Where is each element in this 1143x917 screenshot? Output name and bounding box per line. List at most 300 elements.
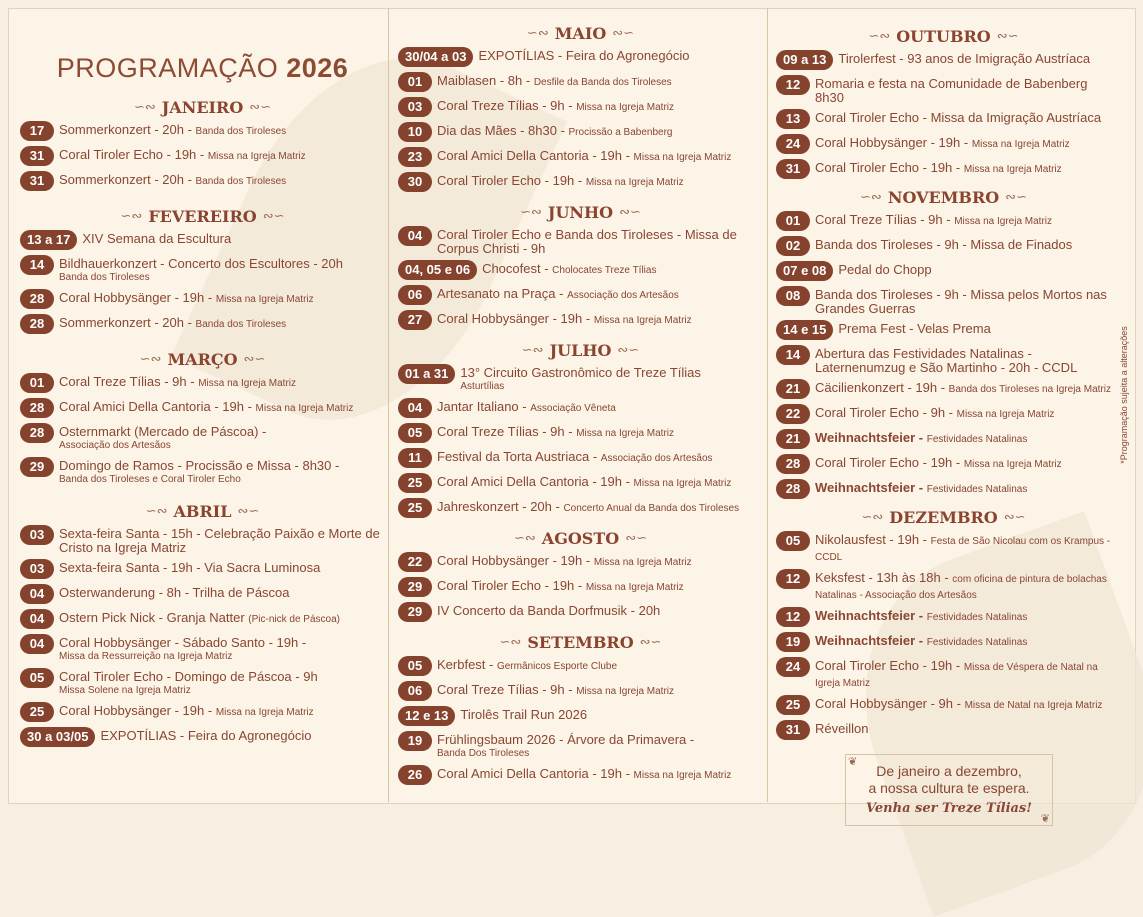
date-badge: 03 [20, 559, 54, 579]
date-badge: 23 [398, 147, 432, 167]
event-title: Osterwanderung - 8h - Trilha de Páscoa [59, 585, 290, 600]
swirl-right-icon: ∾∽ [639, 634, 662, 650]
event-item [776, 49, 1111, 71]
event-title: XIV Semana da Escultura [82, 231, 232, 246]
event-detail: Missa de Natal na Igreja Matriz [964, 700, 1103, 711]
event-text [437, 576, 684, 595]
date-badge: 12 [776, 569, 810, 589]
event-item [20, 288, 385, 310]
event-text [815, 344, 1111, 375]
month-header [398, 339, 763, 361]
event-title: Coral Hobbysänger - 19h - [437, 553, 594, 568]
event-item [398, 397, 763, 419]
event-text [59, 288, 314, 307]
event-detail: Missa da Ressurreição na Igreja Matriz [59, 651, 233, 662]
event-title: Ostern Pick Nick - Granja Natter [59, 610, 249, 625]
event-text [59, 524, 385, 555]
event-item [776, 428, 1111, 450]
event-text [815, 158, 1062, 177]
event-item [776, 694, 1111, 716]
event-title: Coral Amici Della Cantoria - 19h - [59, 399, 256, 414]
date-badge: 31 [776, 720, 810, 740]
event-text [59, 608, 340, 627]
event-detail: Banda dos Tiroleses na Igreja Matriz [948, 384, 1111, 395]
date-badge: 25 [398, 498, 432, 518]
date-badge: 28 [776, 454, 810, 474]
month-name: MAIO [554, 23, 607, 43]
event-item [398, 730, 763, 761]
event-item [776, 568, 1111, 603]
event-detail: Missa na Igreja Matriz [593, 557, 692, 568]
event-title: Weihnachtsfeier - [815, 633, 927, 648]
date-badge: 03 [398, 97, 432, 117]
event-detail: Germânicos Esporte Clube [496, 661, 618, 672]
event-title: EXPOTÍLIAS - Feira do Agronegócio [478, 48, 690, 63]
event-text [815, 719, 868, 736]
event-detail: Missa na Igreja Matriz [576, 686, 675, 697]
event-detail: Banda dos Tiroleses [195, 176, 287, 187]
date-badge: 08 [776, 286, 810, 306]
month-header [398, 22, 763, 44]
closing-line-1: De janeiro a dezembro, [876, 763, 1022, 779]
event-title: Festival da Torta Austriaca - [437, 449, 601, 464]
date-badge: 07 e 08 [776, 261, 833, 281]
event-title: Banda dos Tiroleses - 9h - Missa pelos Mortos nas Grandes Guerras [815, 287, 1107, 316]
date-badge: 01 a 31 [398, 364, 455, 384]
event-title: Coral Hobbysänger - 19h - [815, 135, 972, 150]
date-badge: 25 [398, 473, 432, 493]
event-title: Coral Tiroler Echo - 19h - [815, 160, 964, 175]
event-text [815, 568, 1111, 603]
month-setembro [398, 631, 763, 789]
month-maio [398, 22, 763, 196]
event-item [398, 259, 763, 281]
event-title: Sommerkonzert - 20h - [59, 315, 196, 330]
event-title: Coral Treze Tílias - 9h - [437, 424, 577, 439]
month-dezembro [776, 506, 1111, 744]
event-title: Coral Amici Della Cantoria - 19h - [437, 474, 634, 489]
swirl-right-icon: ∾∽ [996, 28, 1019, 44]
event-detail: Missa na Igreja Matriz [971, 139, 1070, 150]
event-title: 13° Circuito Gastronômico de Treze Tílias [460, 365, 701, 380]
event-item [398, 225, 763, 256]
event-item [398, 705, 763, 727]
date-badge: 25 [776, 695, 810, 715]
event-title: Coral Hobbysänger - 19h - [437, 311, 594, 326]
event-item [398, 680, 763, 702]
event-text [437, 171, 684, 190]
event-text [59, 397, 353, 416]
closing-box [845, 754, 1053, 826]
date-badge: 04, 05 e 06 [398, 260, 477, 280]
event-title: Pedal do Chopp [838, 262, 932, 277]
event-title: Coral Treze Tílias - 9h - [59, 374, 199, 389]
month-janeiro [20, 96, 385, 195]
date-badge: 21 [776, 429, 810, 449]
event-item [398, 309, 763, 331]
event-item [20, 120, 385, 142]
event-item [398, 576, 763, 598]
date-badge: 28 [20, 314, 54, 334]
event-title: Coral Hobbysänger - Sábado Santo - 19h - [59, 635, 307, 650]
date-badge: 04 [20, 609, 54, 629]
event-detail: Missa Solene na Igreja Matriz [59, 685, 191, 696]
date-badge: 29 [398, 577, 432, 597]
date-badge: 24 [776, 134, 810, 154]
date-badge: 12 [776, 607, 810, 627]
event-item [776, 108, 1111, 130]
month-name: JANEIRO [161, 97, 244, 117]
event-text [815, 631, 1027, 650]
event-title: Prema Fest - Velas Prema [838, 321, 991, 336]
event-title: Coral Amici Della Cantoria - 19h - [437, 148, 634, 163]
month-name: MARÇO [167, 349, 238, 369]
event-detail: Missa na Igreja Matriz [207, 151, 306, 162]
event-title: Tirolerfest - 93 anos de Imigração Austríaca [838, 51, 1091, 66]
date-badge: 28 [20, 423, 54, 443]
date-badge: 04 [20, 634, 54, 654]
event-text [437, 146, 731, 165]
event-title: Coral Tiroler Echo - 19h - [437, 578, 586, 593]
event-title: Réveillon [815, 721, 869, 736]
month-header [20, 348, 385, 370]
date-badge: 22 [776, 404, 810, 424]
event-detail: Missa na Igreja Matriz [633, 770, 732, 781]
event-text [59, 583, 290, 600]
event-item [20, 170, 385, 192]
swirl-left-icon: ∽∾ [513, 530, 536, 546]
event-detail: Asturtílias [460, 381, 505, 392]
event-text [815, 285, 1111, 316]
column-2 [398, 22, 763, 789]
event-detail: Festa de São Nicolau com os Krampus - CCDL [815, 536, 1111, 563]
month-header [20, 96, 385, 118]
event-detail: Missa na Igreja Matriz [633, 478, 732, 489]
month-header [398, 201, 763, 223]
event-text [815, 478, 1027, 497]
event-text [437, 121, 672, 140]
event-text [437, 764, 731, 783]
swirl-right-icon: ∾∽ [243, 351, 266, 367]
swirl-right-icon: ∾∽ [619, 204, 641, 220]
month-fevereiro [20, 205, 385, 338]
event-title: Kerbfest - [437, 657, 497, 672]
date-badge: 17 [20, 121, 54, 141]
month-name: SETEMBRO [527, 632, 634, 652]
date-badge: 03 [20, 525, 54, 545]
event-item [776, 631, 1111, 653]
event-title: Coral Tiroler Echo - 19h - [59, 147, 208, 162]
date-badge: 13 [776, 109, 810, 129]
event-item [20, 726, 385, 748]
event-text [437, 730, 694, 761]
event-title: Coral Hobbysänger - 19h - [59, 703, 216, 718]
closing-line-2: a nossa cultura te espera. [868, 780, 1030, 796]
date-badge: 01 [398, 72, 432, 92]
event-text [437, 225, 763, 256]
event-title: Coral Treze Tílias - 9h - [437, 98, 577, 113]
event-title: Weihnachtsfeier - [815, 480, 927, 495]
event-title: Coral Treze Tílias - 9h - [437, 682, 577, 697]
event-title: Coral Tiroler Echo - Domingo de Páscoa - 9h [59, 669, 318, 684]
event-detail: Missa na Igreja Matriz [576, 428, 675, 439]
event-item [398, 96, 763, 118]
event-text [815, 74, 1111, 105]
event-item [776, 260, 1111, 282]
event-item [20, 229, 385, 251]
event-title: Jahreskonzert - 20h - [437, 499, 564, 514]
event-detail: Festividades Natalinas [926, 637, 1028, 648]
event-text [437, 551, 692, 570]
month-header [20, 500, 385, 522]
event-item [776, 453, 1111, 475]
event-title: Coral Treze Tílias - 9h - [815, 212, 955, 227]
month-agosto [398, 527, 763, 626]
date-badge: 19 [398, 731, 432, 751]
event-title: Chocofest - [482, 261, 553, 276]
date-badge: 21 [776, 379, 810, 399]
event-item [20, 372, 385, 394]
event-title: Keksfest - 13h às 18h - [815, 570, 953, 585]
event-text [437, 284, 679, 303]
date-badge: 01 [20, 373, 54, 393]
month-header [398, 631, 763, 653]
event-title: Coral Hobbysänger - 9h - [815, 696, 965, 711]
event-title: Abertura das Festividades Natalinas - Laternenumzug e São Martinho - 20h - CCDL [815, 346, 1078, 375]
month-name: DEZEMBRO [889, 507, 998, 527]
month-header [776, 25, 1111, 47]
event-item [398, 497, 763, 519]
event-text [815, 656, 1111, 691]
event-item [398, 472, 763, 494]
date-badge: 24 [776, 657, 810, 677]
date-badge: 14 e 15 [776, 320, 833, 340]
event-item [20, 633, 385, 664]
event-text [838, 49, 1090, 66]
month-name: FEVEREIRO [148, 206, 257, 226]
event-detail: Missa de Véspera de Natal na Igreja Matriz [815, 662, 1098, 689]
event-text [815, 210, 1052, 229]
event-title: Cäcilienkonzert - 19h - [815, 380, 949, 395]
month-abril [20, 500, 385, 751]
event-detail: Festividades Natalinas [926, 484, 1028, 495]
date-badge: 12 [776, 75, 810, 95]
event-detail: Banda Dos Tiroleses [437, 748, 530, 759]
event-title: Coral Tiroler Echo e Banda dos Tiroleses - Missa de Corpus Christi - 9h [437, 227, 737, 256]
event-item [20, 558, 385, 580]
date-badge: 26 [398, 765, 432, 785]
event-title: Bildhauerkonzert - Concerto dos Escultores - 20h [59, 256, 343, 271]
month-name: JUNHO [547, 202, 614, 222]
event-detail: Missa na Igreja Matriz [255, 403, 354, 414]
event-text [815, 235, 1072, 252]
event-text [838, 260, 931, 277]
date-badge: 31 [20, 146, 54, 166]
ornament-icon: ❦ [1040, 813, 1050, 825]
event-text [59, 422, 266, 453]
date-badge: 28 [776, 479, 810, 499]
event-title: Coral Tiroler Echo - 19h - [815, 455, 964, 470]
event-title: Maiblasen - 8h - [437, 73, 534, 88]
event-title: Sommerkonzert - 20h - [59, 172, 196, 187]
date-badge: 06 [398, 285, 432, 305]
event-item [776, 478, 1111, 500]
swirl-left-icon: ∽∾ [499, 634, 522, 650]
event-item [20, 422, 385, 453]
column-3 [776, 25, 1111, 826]
event-text [437, 309, 692, 328]
event-text [815, 530, 1111, 565]
event-title: Coral Tiroler Echo - 19h - [437, 173, 586, 188]
event-text [437, 422, 674, 441]
month-header [776, 186, 1111, 208]
date-badge: 06 [398, 681, 432, 701]
event-detail: Associação dos Artesãos [600, 453, 713, 464]
event-detail: Missa na Igreja Matriz [215, 294, 314, 305]
swirl-left-icon: ∽∾ [520, 204, 542, 220]
swirl-left-icon: ∽∾ [861, 509, 884, 525]
event-detail: Missa na Igreja Matriz [576, 102, 675, 113]
event-text [437, 71, 672, 90]
date-badge: 04 [398, 398, 432, 418]
event-text [59, 667, 318, 698]
event-text [59, 254, 343, 285]
date-badge: 29 [20, 457, 54, 477]
event-item [20, 254, 385, 285]
swirl-left-icon: ∽∾ [133, 99, 156, 115]
event-text [59, 120, 286, 139]
event-title: Artesanato na Praça - [437, 286, 568, 301]
event-item [20, 456, 385, 487]
event-item [398, 764, 763, 786]
event-text [437, 601, 660, 618]
event-title: Sommerkonzert - 20h - [59, 122, 196, 137]
event-detail: Missa na Igreja Matriz [633, 152, 732, 163]
side-note: *Programação sujeita a alterações [1119, 326, 1129, 464]
event-item [776, 158, 1111, 180]
date-badge: 04 [20, 584, 54, 604]
event-detail: Missa na Igreja Matriz [585, 582, 684, 593]
event-item [398, 146, 763, 168]
month-name: NOVEMBRO [887, 187, 1000, 207]
date-badge: 31 [776, 159, 810, 179]
date-badge: 02 [776, 236, 810, 256]
date-badge: 31 [20, 171, 54, 191]
date-badge: 29 [398, 602, 432, 622]
event-detail: Banda dos Tiroleses [195, 319, 287, 330]
month-name: ABRIL [173, 501, 232, 521]
event-title: EXPOTÍLIAS - Feira do Agronegócio [100, 728, 312, 743]
date-badge: 05 [20, 668, 54, 688]
month-header [20, 205, 385, 227]
event-item [398, 601, 763, 623]
swirl-left-icon: ∽∾ [526, 25, 549, 41]
event-text [815, 694, 1102, 713]
event-title: Frühlingsbaum 2026 - Árvore da Primavera - [437, 732, 695, 747]
event-text [815, 133, 1070, 152]
event-detail: Missa na Igreja Matriz [956, 409, 1055, 420]
event-item [20, 145, 385, 167]
event-text [59, 145, 306, 164]
event-detail: Missa na Igreja Matriz [198, 378, 297, 389]
event-detail: Missa na Igreja Matriz [963, 164, 1062, 175]
event-title: IV Concerto da Banda Dorfmusik - 20h [437, 603, 661, 618]
month-julho [398, 339, 763, 522]
date-badge: 04 [398, 226, 432, 246]
swirl-left-icon: ∽∾ [139, 351, 162, 367]
month-header [398, 527, 763, 549]
event-text [460, 363, 701, 394]
event-item [20, 701, 385, 723]
month-name: JULHO [549, 340, 612, 360]
event-text [59, 313, 286, 332]
event-title: Tirolês Trail Run 2026 [460, 707, 588, 722]
event-text [59, 456, 339, 487]
date-badge: 14 [20, 255, 54, 275]
date-badge: 22 [398, 552, 432, 572]
event-text [437, 655, 617, 674]
event-item [776, 74, 1111, 105]
event-item [398, 551, 763, 573]
date-badge: 30/04 a 03 [398, 47, 473, 67]
date-badge: 14 [776, 345, 810, 365]
date-badge: 25 [20, 702, 54, 722]
event-item [20, 313, 385, 335]
swirl-right-icon: ∾∽ [1005, 189, 1027, 205]
event-item [398, 447, 763, 469]
date-badge: 19 [776, 632, 810, 652]
date-badge: 30 [398, 172, 432, 192]
swirl-right-icon: ∾∽ [625, 530, 647, 546]
event-detail: Missa na Igreja Matriz [585, 177, 684, 188]
event-item [776, 133, 1111, 155]
event-item [398, 121, 763, 143]
event-item [20, 397, 385, 419]
month-name: OUTUBRO [896, 26, 991, 46]
event-detail: Missa na Igreja Matriz [963, 459, 1062, 470]
event-text [59, 701, 314, 720]
month-name: AGOSTO [541, 528, 620, 548]
event-title: Domingo de Ramos - Procissão e Missa - 8h30 - [59, 458, 340, 473]
event-text [59, 558, 320, 575]
date-badge: 28 [20, 398, 54, 418]
event-title: Banda dos Tiroleses - 9h - Missa de Finados [815, 237, 1073, 252]
event-text [437, 680, 674, 699]
event-text [815, 453, 1062, 472]
month-header [776, 506, 1111, 528]
event-item [776, 719, 1111, 741]
date-badge: 30 a 03/05 [20, 727, 95, 747]
swirl-right-icon: ∾∽ [1003, 509, 1026, 525]
event-title: Osternmarkt (Mercado de Páscoa) - [59, 424, 267, 439]
swirl-right-icon: ∾∽ [237, 503, 260, 519]
event-text [838, 319, 990, 336]
event-item [20, 524, 385, 555]
event-title: Sexta-feira Santa - 15h - Celebração Paixão e Morte de Cristo na Igreja Matriz [59, 526, 380, 555]
swirl-left-icon: ∽∾ [521, 342, 544, 358]
event-item [398, 46, 763, 68]
event-detail: Procissão a Babenberg [568, 127, 673, 138]
event-item [776, 606, 1111, 628]
event-item [776, 319, 1111, 341]
event-item [20, 583, 385, 605]
event-text [815, 428, 1027, 447]
event-detail: com oficina de pintura de bolachas Natalinas - Associação dos Artesãos [815, 574, 1107, 601]
event-title: Romaria e festa na Comunidade de Babenberg 8h30 [815, 76, 1088, 105]
event-item [776, 530, 1111, 565]
swirl-right-icon: ∾∽ [617, 342, 640, 358]
swirl-left-icon: ∽∾ [145, 503, 168, 519]
